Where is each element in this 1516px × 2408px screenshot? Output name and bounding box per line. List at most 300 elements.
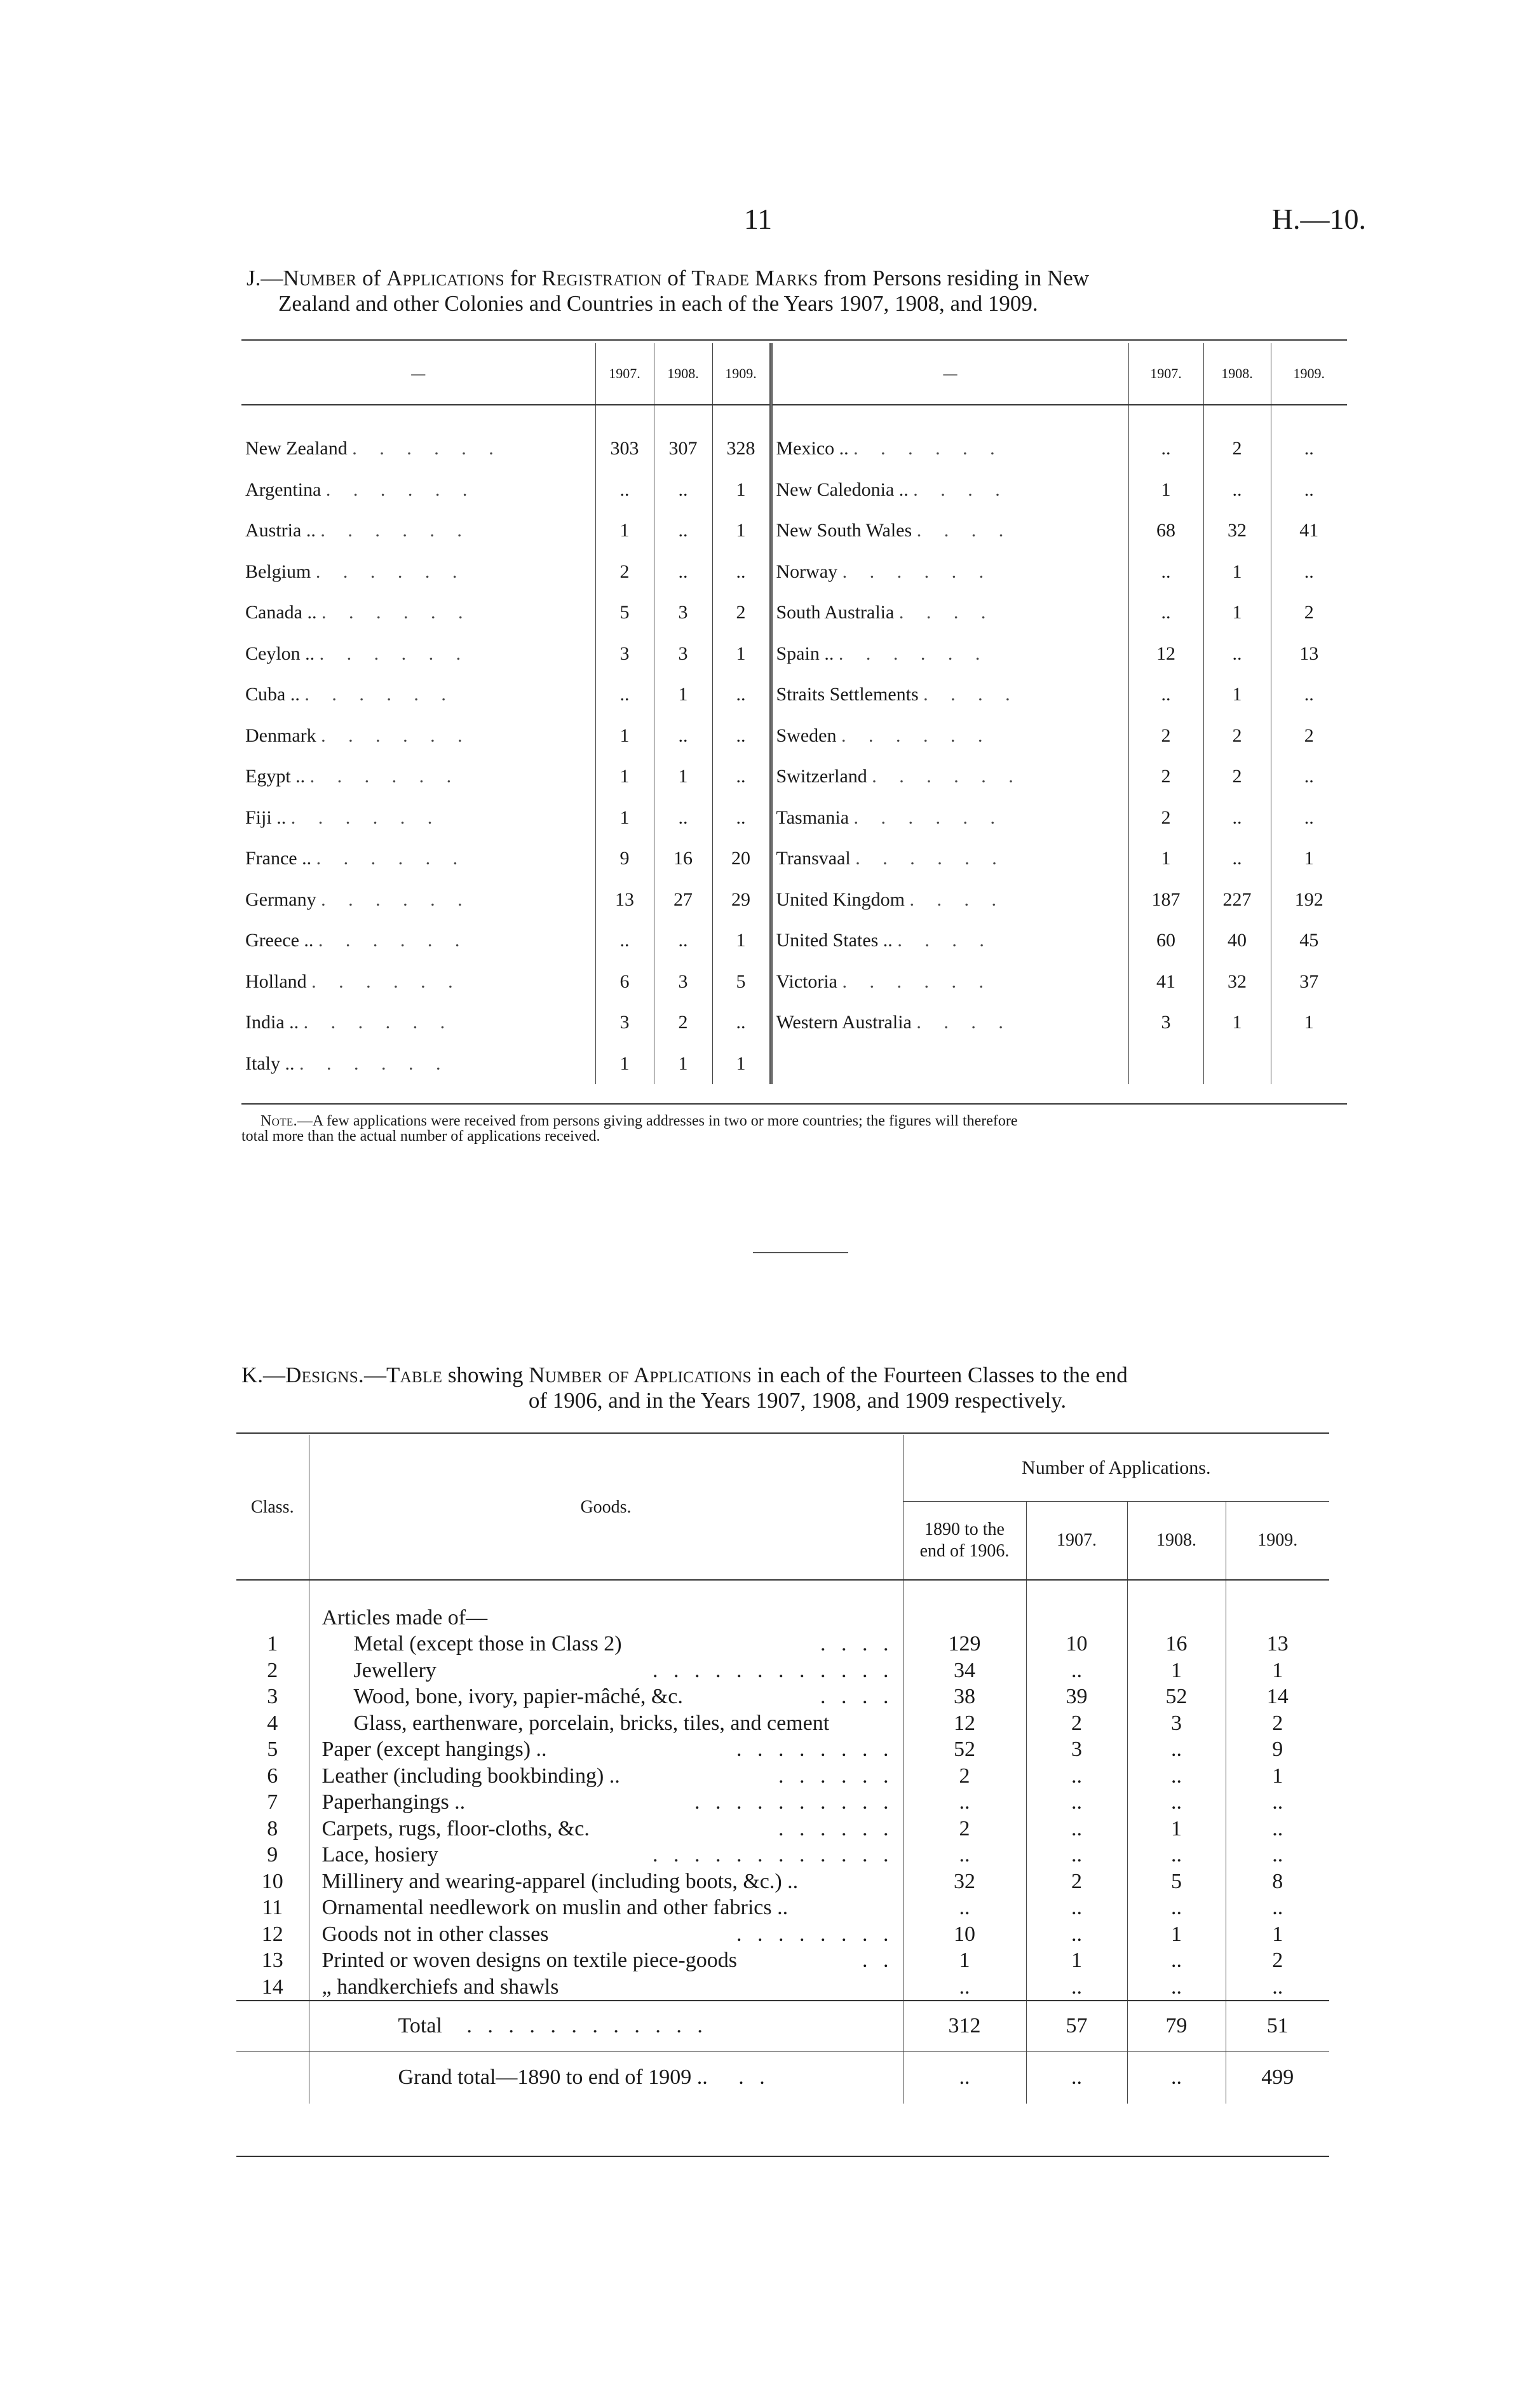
table-row [236,1736,1329,1763]
table-row [236,1631,1329,1657]
table-row [241,470,1347,511]
value-cell: .. [1271,428,1347,470]
value-cell: 13 [595,880,654,921]
country-name [241,470,595,511]
leader-dots: . . . . . . [304,684,455,705]
value-cell: 303 [595,428,654,470]
table-row [241,880,1347,921]
value-cell: 14 [1226,1684,1329,1710]
class-number: 6 [267,1764,278,1788]
value-cell: .. [1128,592,1203,634]
value-cell: 2 [654,1002,712,1044]
country-label: Austria .. [245,520,316,541]
value-cell: .. [903,1894,1026,1921]
country-name [241,756,595,798]
value-cell: 1 [1128,470,1203,511]
leader-dots: . . . . [820,1685,894,1708]
value-cell: .. [1127,1842,1226,1868]
value-cell: 12 [1128,634,1203,675]
value-cell: 1 [1203,552,1271,593]
value-cell: 1 [1127,1816,1226,1842]
leader-dots: . . . . . . [315,561,466,582]
country-label: Straits Settlements [776,684,919,705]
value-cell: 40 [1203,920,1271,962]
table-row [241,962,1347,1003]
leader-dots: . . . . [820,1632,894,1656]
country-label: Argentina [245,479,321,500]
value-cell: 1 [1226,1921,1329,1948]
value-cell: .. [1226,1816,1329,1842]
value-cell: .. [1026,1789,1127,1816]
section-separator [753,1252,848,1253]
value-cell: 1 [654,1044,712,1085]
column-header-class: Class. [250,1497,294,1517]
value-cell: 41 [1128,962,1203,1003]
country-name [241,552,595,593]
goods-intro: Articles made of— [309,1605,903,1631]
column-header-1890-1906 [903,1501,1026,1580]
country-name [771,798,1128,839]
class-number: 8 [267,1816,278,1840]
value-cell: .. [1026,1657,1127,1684]
value-cell: .. [1127,1736,1226,1763]
goods-label: Leather (including bookbinding) .. [321,1764,620,1788]
goods-description [309,1736,903,1763]
value-cell: 3 [1127,1710,1226,1737]
value-cell: 1 [595,1044,654,1085]
country-name [771,1002,1128,1044]
class-number: 13 [261,1949,283,1972]
title-word: Trade [691,266,750,290]
country-name [241,428,595,470]
goods-description [309,1684,903,1710]
leader-dots: . . . . . . . . . . . . [653,1658,894,1682]
country-label: New South Wales [776,520,912,541]
value-cell: 307 [654,428,712,470]
value-cell: 1 [1128,838,1203,880]
table-row [241,592,1347,634]
grand-total-label [309,2051,903,2104]
country-label: New Zealand [245,438,348,459]
document-reference: H.—10. [1271,203,1366,235]
country-label: Mexico .. [776,438,849,459]
value-cell: .. [1226,1894,1329,1921]
value-cell: 10 [1026,1631,1127,1657]
table-row [236,1947,1329,1974]
grand-total-cell: .. [1026,2051,1127,2104]
table-row [241,552,1347,593]
leader-dots: . . . . . . [841,724,992,746]
country-name [771,920,1128,962]
value-cell: 2 [1203,428,1271,470]
value-cell: .. [1203,634,1271,675]
value-cell: 16 [1127,1631,1226,1657]
value-cell: 2 [903,1816,1026,1842]
table-j-top-rule [241,339,1347,341]
value-cell: .. [1026,1763,1127,1790]
value-cell: 45 [1271,920,1347,962]
country-label: Tasmania [776,806,849,828]
value-cell: .. [1026,1816,1127,1842]
table-row [241,510,1347,552]
note-line-1: —A few applications were received from persons giving addresses in two or more countries; the figures will therefore [297,1113,1018,1129]
table-row [236,1894,1329,1921]
goods-label: Jewellery [353,1658,437,1682]
country-name [771,962,1128,1003]
class-number: 4 [267,1711,278,1735]
total-cell: 79 [1127,2001,1226,2051]
value-cell: .. [1271,798,1347,839]
column-header-1907: 1907. [595,343,654,405]
country-name [771,634,1128,675]
column-header-1907: 1907. [1026,1501,1127,1580]
leader-dots: . . . . . . [303,1012,454,1033]
value-cell: 1 [595,510,654,552]
value-cell: 38 [903,1684,1026,1710]
title-word: of [362,266,381,290]
value-cell: 2 [1226,1710,1329,1737]
value-cell: 227 [1203,880,1271,921]
value-cell: 52 [1127,1684,1226,1710]
country-name [771,428,1128,470]
grand-total-row [236,2051,1329,2104]
grand-total-label-text: Grand total—1890 to end of 1909 .. [398,2065,708,2090]
leader-dots: . . . . . . . . [736,1922,894,1946]
page-number: 11 [743,203,773,235]
table-j-prefix: J.— [247,266,283,290]
total-cell: 51 [1226,2001,1329,2051]
country-name [771,552,1128,593]
value-cell: 1 [903,1947,1026,1974]
class-number: 11 [262,1896,283,1919]
country-name [241,798,595,839]
country-name [771,510,1128,552]
title-word: Registration [541,266,662,290]
country-name [771,674,1128,716]
value-cell: .. [903,1842,1026,1868]
value-cell: 1 [1127,1921,1226,1948]
value-cell: 2 [595,552,654,593]
leader-dots: . . . . . . [853,438,1004,459]
country-name [241,510,595,552]
country-name [241,592,595,634]
value-cell: 5 [712,962,771,1003]
column-header-1909: 1909. [1226,1501,1329,1580]
value-cell: .. [712,716,771,757]
leader-dots: . . . . . . [311,970,462,992]
value-cell: 328 [712,428,771,470]
goods-label: Metal (except those in Class 2) [353,1632,622,1656]
country-label: Sweden [776,724,837,746]
value-cell: 1 [1203,674,1271,716]
value-cell: .. [712,552,771,593]
leader-dots: . . . . . . [778,1816,894,1840]
value-cell: 3 [654,634,712,675]
leader-dots: . . . . . . [325,479,477,500]
goods-description [309,1816,903,1842]
value-cell: 20 [712,838,771,880]
country-name [241,716,595,757]
country-label: Denmark [245,724,316,746]
goods-label: Carpets, rugs, floor-cloths, &c. [321,1816,590,1840]
value-cell: 8 [1226,1868,1329,1895]
leader-dots: . . . . . . [309,766,461,787]
spacer-row [236,1580,1329,1605]
value-cell: .. [1127,1894,1226,1921]
table-row [236,1710,1329,1737]
value-cell: .. [595,920,654,962]
column-header-1908: 1908. [1203,343,1271,405]
value-cell: 32 [1203,962,1271,1003]
table-j-bottom-rule [241,1103,1347,1105]
country-label: Greece .. [245,930,314,951]
leader-dots: . . . . . . [321,602,472,623]
value-cell: .. [1128,428,1203,470]
leader-dots: . . . . . . [872,766,1022,787]
table-row [236,1763,1329,1790]
table-row [241,1044,1347,1085]
goods-description [309,1763,903,1790]
value-cell: 10 [903,1921,1026,1948]
goods-description [309,1947,903,1974]
value-cell: .. [712,756,771,798]
country-name [241,880,595,921]
table-row [236,1842,1329,1868]
column-header-blank: — [771,343,1128,405]
table-j-header-row [241,343,1347,405]
goods-label: Ornamental needlework on muslin and other fabrics .. [321,1896,788,1919]
value-cell: .. [1271,470,1347,511]
value-cell: .. [903,1789,1026,1816]
goods-description [309,1842,903,1868]
value-cell: .. [654,920,712,962]
country-label: Switzerland [776,766,867,787]
goods-description [309,1974,903,2001]
value-cell: 68 [1128,510,1203,552]
value-cell: .. [712,674,771,716]
leader-dots: . . . . [923,684,1019,705]
class-number: 3 [267,1685,278,1708]
column-header-1909: 1909. [1271,343,1347,405]
value-cell: 2 [1128,716,1203,757]
table-j-title-line2: Zealand and other Colonies and Countries in each of the Years 1907, 1908, and 1909. [278,291,1038,316]
value-cell: .. [1226,1974,1329,2001]
value-cell: 1 [595,798,654,839]
column-header-1908: 1908. [654,343,712,405]
table-row [241,428,1347,470]
table-k [236,1435,1329,2104]
header-line: 1890 to the [924,1519,1005,1539]
leader-dots: . . [862,1949,894,1972]
value-cell: .. [1203,470,1271,511]
total-cell: 312 [903,2001,1026,2051]
value-cell: 1 [1203,592,1271,634]
value-cell: 32 [1203,510,1271,552]
value-cell: .. [1127,1789,1226,1816]
title-word: Applications [386,266,504,290]
leader-dots: . . . . . . [321,888,471,910]
total-label-text: Total [398,2014,442,2038]
table-row [241,634,1347,675]
country-name [241,962,595,1003]
goods-description [309,1921,903,1948]
value-cell: 2 [1026,1868,1127,1895]
country-label: United Kingdom [776,888,905,910]
value-cell: 52 [903,1736,1026,1763]
value-cell: 2 [903,1763,1026,1790]
value-cell: 3 [1026,1736,1127,1763]
country-label: Spain .. [776,643,834,664]
value-cell: .. [712,1002,771,1044]
grand-total-dots: . . [738,2065,770,2090]
value-cell: 3 [1128,1002,1203,1044]
total-label [309,2001,903,2051]
value-cell: 2 [1026,1710,1127,1737]
table-row [236,1868,1329,1895]
country-label: New Caledonia .. [776,479,909,500]
leader-dots: . . . . [897,930,993,951]
table-row [236,1789,1329,1816]
country-name [771,470,1128,511]
grand-total-cell: 499 [1226,2051,1329,2104]
value-cell: .. [1271,552,1347,593]
leader-dots: . . . . . . . . . . . . [653,1843,894,1867]
country-label: United States .. [776,930,893,951]
table-row [236,1974,1329,2001]
value-cell: 1 [712,920,771,962]
title-word: Marks [754,266,818,290]
total-dots: . . . . . . . . . . . . [466,2014,708,2038]
leader-dots: . . . . . . [316,848,467,869]
value-cell: 2 [1271,592,1347,634]
class-number: 7 [267,1790,278,1814]
title-word: Number of Applications [529,1363,752,1387]
value-cell: 1 [712,470,771,511]
goods-description [309,1657,903,1684]
class-number: 9 [267,1843,278,1867]
table-row [236,1684,1329,1710]
leader-dots: . . . . . . [319,643,470,664]
class-number: 14 [261,1975,283,1999]
country-label: Norway [776,561,838,582]
goods-label: „ handkerchiefs and shawls [321,1975,559,1999]
country-label: France .. [245,848,312,869]
goods-description [309,1710,903,1737]
table-k-top-rule [236,1432,1329,1434]
table-row [241,1002,1347,1044]
country-label: Victoria [776,970,837,992]
value-cell: 1 [654,674,712,716]
value-cell: 1 [1127,1657,1226,1684]
value-cell: 1 [712,634,771,675]
country-label: South Australia [776,602,895,623]
leader-dots: . . . . . . [842,561,993,582]
value-cell: .. [595,470,654,511]
value-cell: 29 [712,880,771,921]
country-label: Ceylon .. [245,643,315,664]
value-cell: 3 [654,962,712,1003]
value-cell: .. [1226,1789,1329,1816]
value-cell: .. [1271,674,1347,716]
leader-dots: . . . . [913,479,1009,500]
table-row [241,798,1347,839]
spacer-row [241,405,1347,428]
goods-label: Paperhangings .. [321,1790,466,1814]
value-cell: 16 [654,838,712,880]
goods-label: Paper (except hangings) .. [321,1738,547,1761]
country-label: Germany [245,888,316,910]
title-word: of [667,266,686,290]
value-cell: 2 [1203,716,1271,757]
value-cell: .. [654,552,712,593]
country-name [771,880,1128,921]
value-cell: 187 [1128,880,1203,921]
table-row [241,756,1347,798]
value-cell: 1 [1226,1763,1329,1790]
country-label: Canada .. [245,602,317,623]
grand-total-cell: .. [903,2051,1026,2104]
value-cell: .. [654,470,712,511]
value-cell: 3 [595,1002,654,1044]
value-cell: 1 [1271,838,1347,880]
title-word: Number [283,266,357,290]
country-label: Egypt .. [245,766,306,787]
goods-label: Millinery and wearing-apparel (including boots, &c.) .. [321,1869,799,1893]
country-label: Belgium [245,561,311,582]
title-word: from Persons residing in New [823,266,1090,290]
country-name [771,756,1128,798]
class-number: 5 [267,1738,278,1761]
table-k-title-line2: of 1906, and in the Years 1907, 1908, and 1909 respectively. [528,1388,1067,1413]
goods-label: Goods not in other classes [321,1922,549,1946]
leader-dots: . . . . . . [299,1052,450,1074]
leader-dots: . . . . . . [290,806,442,828]
value-cell: 192 [1271,880,1347,921]
value-cell: 2 [712,592,771,634]
country-label: Cuba .. [245,684,300,705]
table-row [241,674,1347,716]
value-cell: 12 [903,1710,1026,1737]
value-cell: 1 [1271,1002,1347,1044]
value-cell: 3 [654,592,712,634]
table-row [236,1657,1329,1684]
table-k-title [241,1363,1353,1413]
country-label: Fiji .. [245,806,287,828]
value-cell: 1 [1026,1947,1127,1974]
goods-description [309,1631,903,1657]
country-name [241,634,595,675]
value-cell: 2 [1128,798,1203,839]
table-k-prefix: K.— [241,1363,286,1387]
header-line: end of 1906. [919,1541,1010,1561]
value-cell: 39 [1026,1684,1127,1710]
value-cell: .. [1128,674,1203,716]
value-cell: .. [1127,1974,1226,2001]
value-cell: .. [654,798,712,839]
goods-label: Printed or woven designs on textile piece-goods [321,1949,737,1972]
goods-label: Glass, earthenware, porcelain, bricks, tiles, and cement [353,1711,830,1735]
value-cell: 1 [712,1044,771,1085]
table-j [241,343,1347,1084]
total-cell: 57 [1026,2001,1127,2051]
value-cell: 1 [595,716,654,757]
value-cell: 13 [1226,1631,1329,1657]
country-label: India .. [245,1012,299,1033]
leader-dots: . . . . . . [838,643,989,664]
value-cell: 1 [1226,1657,1329,1684]
value-cell: 5 [595,592,654,634]
value-cell: .. [654,510,712,552]
